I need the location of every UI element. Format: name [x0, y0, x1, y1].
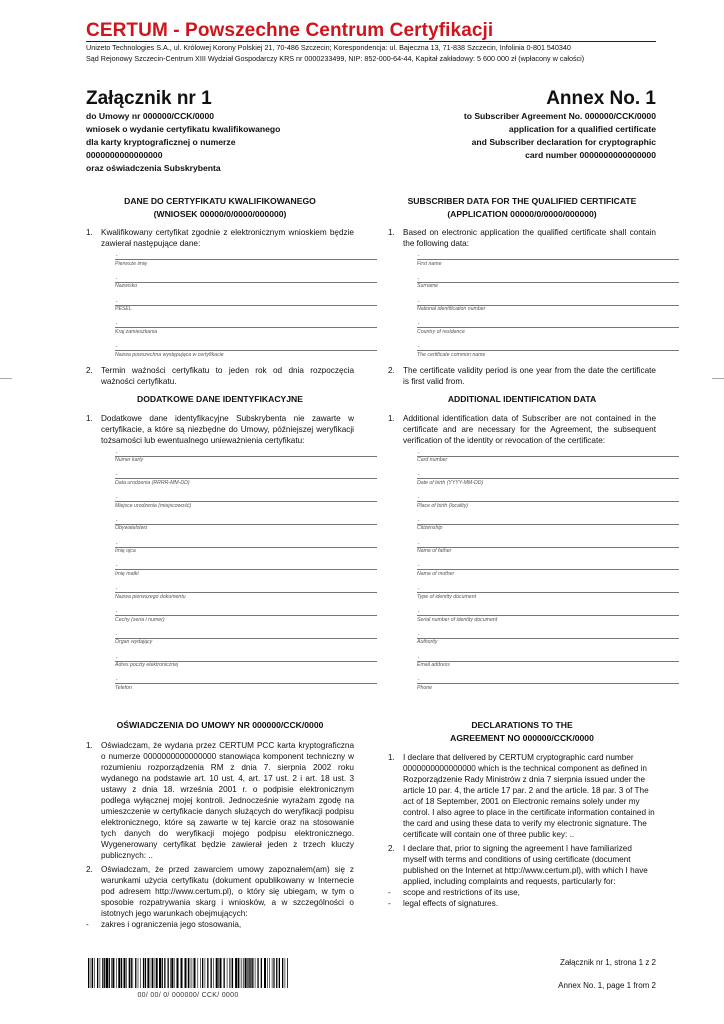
barcode-bar — [111, 958, 112, 988]
section-certificate-data-en — [388, 195, 656, 387]
barcode-bar — [194, 958, 196, 988]
barcode-bar — [261, 958, 262, 988]
barcode-bar — [154, 958, 155, 988]
field-line — [115, 524, 377, 525]
field-label: Serial number of identity document — [417, 616, 498, 623]
item-text: Based on electronic application the qualified certificate shall contain the following data: — [403, 228, 656, 248]
field-label: Pierwsze imię — [115, 260, 147, 267]
field-line — [115, 456, 377, 457]
list-item — [86, 413, 354, 446]
barcode-bar — [248, 958, 249, 988]
item-number: 2. — [388, 844, 395, 853]
field-line — [115, 305, 377, 306]
barcode-bar — [264, 958, 266, 988]
field-label: Type of identity document — [417, 593, 477, 600]
subtitle-pl-line: dla karty kryptograficznej o numerze — [86, 137, 236, 147]
field-line — [115, 569, 377, 570]
form-field[interactable] — [115, 272, 377, 295]
form-field[interactable] — [417, 537, 679, 560]
company-line-1: Unizeto Technologies S.A., ul. Królowej Korony Polskiej 21, 70-486 Szczecin; Korespondencja: ul. Bajeczna 13, 71-838 Szczecin, Infolinia 0-801 540340 — [86, 43, 571, 52]
barcode-bar — [143, 958, 144, 988]
field-label: Name of mother — [417, 570, 455, 577]
field-dot: . — [418, 676, 420, 683]
field-label: First name — [417, 260, 442, 267]
item-text: Additional identification data of Subscriber are not contained in the certificate and are necessary for the Agreement, the subsequent verification of the identity or revocation of the certificate: — [403, 413, 656, 445]
barcode-bar — [159, 958, 161, 988]
form-field[interactable] — [417, 582, 679, 605]
barcode-bar — [147, 958, 149, 988]
field-dot: . — [418, 562, 420, 569]
form-field[interactable] — [115, 249, 377, 272]
list-item — [388, 843, 656, 887]
barcode-bar — [177, 958, 179, 988]
section-heading — [86, 195, 354, 220]
section-heading — [388, 719, 656, 744]
field-line — [417, 661, 679, 662]
barcode-bar — [243, 958, 244, 988]
barcode-bar — [242, 958, 243, 988]
field-dot: . — [418, 585, 420, 592]
field-dot: . — [116, 448, 118, 455]
field-label: Nazwa pierwszego dokumentu — [115, 593, 186, 600]
subtitle-en-line: to Subscriber Agreement No. 000000/CCK/0000 — [463, 111, 656, 121]
barcode-bar — [257, 958, 258, 988]
field-dot: . — [418, 630, 420, 637]
list-item — [388, 752, 656, 840]
form-field[interactable] — [417, 514, 679, 537]
form-field[interactable] — [115, 673, 377, 696]
list-item — [388, 227, 656, 249]
field-label: Authority — [417, 639, 438, 646]
list-item — [86, 227, 354, 249]
barcode-bar — [207, 958, 208, 988]
barcode-bar — [276, 958, 277, 988]
field-line — [115, 547, 377, 548]
field-dot: . — [116, 653, 118, 660]
dash-item-text: legal effects of signatures. — [403, 899, 498, 908]
barcode-bar — [229, 958, 230, 988]
title-en: Annex No. 1 — [546, 88, 656, 109]
section-declarations-pl — [86, 719, 354, 930]
form-field[interactable] — [417, 605, 679, 628]
form-field[interactable] — [417, 317, 679, 340]
barcode-bar — [164, 958, 165, 988]
barcode-bar — [140, 958, 141, 988]
barcode-bar — [272, 958, 273, 988]
form-field[interactable] — [417, 628, 679, 651]
field-dot: . — [116, 539, 118, 546]
barcode-bar — [126, 958, 127, 988]
section-heading-line: DANE DO CERTYFIKATU KWALIFIKOWANEGO — [124, 196, 316, 206]
barcode-bar — [192, 958, 193, 988]
page-number-pl: Załącznik nr 1, strona 1 z 2 — [559, 958, 656, 967]
field-line — [417, 547, 679, 548]
section-declarations-en — [388, 719, 656, 909]
field-line — [417, 282, 679, 283]
barcode-bar — [269, 958, 270, 988]
form-field[interactable] — [417, 340, 679, 363]
barcode-bar — [88, 958, 89, 988]
form-field[interactable] — [417, 651, 679, 674]
field-line — [417, 683, 679, 684]
field-line — [115, 259, 377, 260]
barcode-bar — [124, 958, 126, 988]
barcode-bar — [200, 958, 201, 988]
field-dot: . — [116, 471, 118, 478]
item-number: 1. — [86, 413, 93, 423]
barcode-bar — [238, 958, 239, 988]
dash-item — [388, 887, 656, 898]
list-item — [388, 365, 656, 387]
field-dot: . — [116, 252, 118, 258]
field-dot: . — [116, 320, 118, 327]
barcode-bar — [218, 958, 219, 988]
barcode-bar — [106, 958, 108, 988]
field-dot: . — [418, 653, 420, 660]
item-number: 1. — [86, 228, 93, 237]
section-heading-line: (APPLICATION 00000/0/0000/000000) — [447, 208, 597, 219]
subtitle-en-line: and Subscriber declaration for cryptographic — [471, 137, 656, 147]
barcode-bar — [274, 958, 275, 988]
barcode-bar — [92, 958, 93, 988]
field-line — [417, 524, 679, 525]
form-field[interactable] — [115, 628, 377, 651]
form-field[interactable] — [417, 446, 679, 469]
form-field[interactable] — [115, 468, 377, 491]
barcode-bar — [171, 958, 173, 988]
barcode-bar — [129, 958, 130, 988]
field-label: Numer karty — [115, 457, 144, 463]
form-fields — [115, 446, 377, 697]
field-dot: . — [116, 608, 118, 615]
barcode-bar — [135, 958, 136, 988]
field-dot: . — [418, 297, 420, 304]
barcode-bar — [220, 958, 222, 988]
field-dot: . — [418, 471, 420, 478]
company-line-2: Sąd Rejonowy Szczecin-Centrum XIII Wydział Gospodarczy KRS nr 0000233499, NIP: 852-000-64-44, Kapitał zakładowy: 5 600 000 zł (wpłacony w całości) — [86, 54, 585, 63]
subtitle-en-line: application for a qualified certificate — [508, 124, 656, 134]
dash-bullet: - — [86, 919, 89, 929]
barcode-bar — [162, 958, 163, 988]
dash-item-text: scope and restrictions of its use, — [403, 888, 520, 897]
field-label: Email address — [417, 662, 450, 669]
field-label: PESEL — [115, 306, 132, 313]
field-dot: . — [116, 562, 118, 569]
form-field[interactable] — [417, 468, 679, 491]
item-text: I declare that delivered by CERTUM cryptographic card number 0000000000000000 which is the technical component as defined in Rozporządzenie Rady Ministrów z dnia 7 sierpnia issued under the article 10 par. 4, the article 17 par. 2 and the article. 18 par. 3 of The act of 18 September, 2001 on Electronic remains solely under my control. I also agree to place in the certificate information contained in the card and using these data to verify my electronic signature. The certificate will contain one of three public key: .. — [403, 753, 655, 839]
barcode-bar — [240, 958, 241, 988]
section-heading: DODATKOWE DANE IDENTYFIKACYJNE — [137, 394, 303, 404]
dash-item — [86, 919, 354, 930]
item-number: 1. — [86, 740, 93, 750]
barcode-bar — [104, 958, 105, 988]
section-heading-line: DECLARATIONS TO THE — [471, 720, 573, 730]
barcode-bar — [97, 958, 98, 988]
item-number: 2. — [86, 864, 93, 874]
barcode-bar — [100, 958, 101, 988]
field-dot: . — [418, 539, 420, 546]
field-dot: . — [418, 320, 420, 327]
subtitle-en — [376, 110, 656, 162]
item-text: The certificate validity period is one year from the date the certificate is first valid from. — [403, 365, 656, 386]
barcode-bar — [235, 958, 237, 988]
item-text: Oświadczam, że wydana przez CERTUM PCC karta kryptograficzna o numerze 0000000000000000 stanowiąca komponent techniczny w rozumieniu rozporządzenia RM z dnia 7. sierpnia 2002 roku wydanego na podstawie art. 10 ust. 4, art. 17 ust. 2 i art. 18 ust. 3 ustawy z dnia 18. września 2001 r. o podpisie elektronicznym podlega wyłącznej mojej kontroli. Jednocześnie wyrażam zgodę na umieszczenie w certyfikacie danych służących do weryfikacji podpisu elektronicznego, które są zawarte w tej karcie oraz na stosowanie tych danych do weryfikacji mojego podpisu elektronicznego. Wygenerowany certyfikat będzie zawierał jeden z trzech kluczy publicznych: .. — [101, 740, 354, 860]
field-label: Date of birth (YYYY-MM-DD) — [417, 479, 484, 486]
barcode-bar — [116, 958, 117, 988]
field-dot: . — [418, 516, 420, 523]
field-label: Kraj zamieszkania — [115, 328, 158, 335]
field-label: Citizenship — [417, 525, 443, 532]
form-field[interactable] — [115, 537, 377, 560]
fold-mark-left — [0, 378, 12, 379]
barcode-bar — [152, 958, 153, 988]
barcode-bar — [216, 958, 218, 988]
section-heading: OŚWIADCZENIA DO UMOWY NR 000000/CCK/0000 — [116, 720, 324, 730]
item-number: 2. — [388, 365, 395, 375]
form-fields — [115, 249, 377, 363]
item-number: 1. — [388, 753, 395, 762]
barcode-bar — [250, 958, 251, 988]
barcode-bar — [202, 958, 203, 988]
barcode-bar — [198, 958, 199, 988]
barcode-bar — [205, 958, 206, 988]
field-dot: . — [116, 585, 118, 592]
list-item — [86, 864, 354, 919]
dash-bullet: - — [388, 888, 391, 897]
title-pl: Załącznik nr 1 — [86, 88, 212, 109]
barcode-bar — [138, 958, 139, 988]
field-label: Place of birth (locality) — [417, 502, 469, 509]
field-label: Name of father — [417, 548, 452, 555]
barcode-bar — [102, 958, 103, 988]
dash-bullet: - — [388, 899, 391, 908]
form-fields — [417, 249, 679, 363]
subtitle-pl-line: 0000000000000000 — [86, 150, 163, 160]
field-dot: . — [418, 448, 420, 455]
barcode-bar — [94, 958, 95, 988]
subtitle-pl-line: do Umowy nr 000000/CCK/0000 — [86, 111, 215, 121]
subtitle-en-line: card number 0000000000000000 — [525, 150, 656, 160]
barcode-bar — [188, 958, 189, 988]
barcode-bar — [227, 958, 228, 988]
form-field[interactable] — [115, 651, 377, 674]
barcode-bar — [190, 958, 191, 988]
field-label: The certificate common name — [417, 351, 486, 358]
section-additional-data-en — [388, 393, 656, 696]
field-line — [115, 282, 377, 283]
barcode-bar — [267, 958, 268, 988]
barcode-bar — [174, 958, 175, 988]
item-text: Oświadczam, że przed zawarciem umowy zapoznałem(am) się z warunkami użycia certyfikatu (dokument opublikowany w Internecie pod adresem http://www.certum.pl), o który się ubiegam, w tym o sposobie rozpatrywania skarg i wniosków, a w szczególności o istotnych jego warunkach obejmujących: — [101, 864, 354, 918]
subtitle-pl-line: wniosek o wydanie certyfikatu kwalifikowanego — [86, 124, 281, 134]
barcode-bar — [231, 958, 232, 988]
barcode-bar — [151, 958, 152, 988]
barcode-bar — [170, 958, 171, 988]
barcode-bar — [247, 958, 248, 988]
dash-item-text: zakres i ograniczenia jego stosowania, — [101, 919, 242, 929]
barcode-bar — [112, 958, 114, 988]
item-text: Kwalifikowany certyfikat zgodnie z elektronicznym wnioskiem będzie zawierał następujące dane: — [101, 228, 354, 248]
form-field[interactable] — [115, 446, 377, 469]
field-label: Nazwisko — [115, 283, 138, 290]
field-line — [417, 569, 679, 570]
barcode-bar — [282, 958, 283, 988]
field-label: Country of residence — [417, 328, 465, 335]
subtitle-pl-line: oraz oświadczenia Subskrybenta — [86, 163, 221, 173]
field-label: Phone — [417, 684, 433, 691]
barcode — [88, 958, 288, 988]
field-label: Obywatelstwo — [115, 525, 148, 532]
section-certificate-data-pl — [86, 195, 354, 387]
form-field[interactable] — [417, 272, 679, 295]
form-field[interactable] — [417, 673, 679, 696]
list-item — [86, 365, 354, 387]
item-number: 2. — [86, 365, 93, 375]
form-field[interactable] — [115, 582, 377, 605]
barcode-bar — [131, 958, 132, 988]
field-dot: . — [418, 252, 420, 258]
subtitle-pl — [86, 110, 346, 175]
form-field[interactable] — [417, 559, 679, 582]
field-line — [417, 456, 679, 457]
barcode-bar — [279, 958, 280, 988]
item-number: 1. — [388, 413, 395, 423]
section-heading-line: (WNIOSEK 00000/0/0000/000000) — [153, 208, 287, 219]
barcode-bar — [133, 958, 134, 988]
field-dot: . — [116, 630, 118, 637]
barcode-bar — [156, 958, 158, 988]
section-heading-line: SUBSCRIBER DATA FOR THE QUALIFIED CERTIFICATE — [407, 196, 637, 206]
field-dot: . — [116, 297, 118, 304]
barcode-bar — [109, 958, 110, 988]
fold-mark-right — [712, 378, 724, 379]
form-field[interactable] — [115, 559, 377, 582]
item-text: Termin ważności certyfikatu to jeden rok od dnia rozpoczęcia ważności certyfikatu. — [101, 365, 354, 386]
field-line — [417, 638, 679, 639]
section-additional-data-pl — [86, 393, 354, 696]
field-label: Cechy (seria i numer) — [115, 616, 165, 623]
section-heading-line: AGREEMENT NO 000000/CCK/0000 — [450, 732, 594, 743]
form-field[interactable] — [417, 295, 679, 318]
field-label: Imię matki — [115, 570, 139, 577]
field-label: Miejsce urodzenia (miejscowość) — [115, 502, 192, 509]
form-field[interactable] — [115, 340, 377, 363]
barcode-bar — [245, 958, 247, 988]
field-line — [417, 259, 679, 260]
form-fields — [417, 446, 679, 697]
field-label: Nazwa powszechna występująca w certyfikacie — [115, 351, 224, 358]
form-field[interactable] — [417, 491, 679, 514]
barcode-bar — [168, 958, 169, 988]
item-text: Dodatkowe dane identyfikacyjne Subskrybenta nie zawarte w certyfikacie, a które są niezbędne do Umowy, późniejszej weryfikacji tożsamości lub ewentualnego unieważnienia certyfikatu: — [101, 413, 354, 445]
barcode-bar — [121, 958, 122, 988]
barcode-bar — [91, 958, 92, 988]
section-heading: ADDITIONAL IDENTIFICATION DATA — [447, 394, 597, 404]
section-heading — [388, 195, 656, 220]
field-label: National identification number — [417, 306, 486, 313]
field-dot: . — [116, 676, 118, 683]
barcode-bar — [145, 958, 146, 988]
barcode-bar — [255, 958, 256, 988]
field-label: Adres poczty elektronicznej — [115, 662, 179, 669]
page-number-en: Annex No. 1, page 1 from 2 — [558, 981, 656, 990]
field-dot: . — [418, 608, 420, 615]
company-info — [86, 42, 656, 64]
form-field[interactable] — [417, 249, 679, 272]
barcode-text: 00/ 00/ 0/ 000000/ CCK/ 0000 — [137, 992, 239, 999]
list-item — [86, 740, 354, 861]
field-label: Card number — [417, 457, 448, 463]
form-field[interactable] — [115, 491, 377, 514]
field-label: Organ wydający — [115, 639, 153, 646]
dash-item — [388, 898, 656, 909]
list-item — [388, 413, 656, 446]
field-dot: . — [116, 343, 118, 350]
barcode-bar — [285, 958, 286, 988]
item-text: I declare that, prior to signing the agreement I have familiarized myself with terms and conditions of using certificate (document published on the Internet at http://www.certum.pl), with which I have applied, including complaints and requests, particularly for: — [403, 844, 648, 886]
barcode-bar — [232, 958, 233, 988]
barcode-bar — [273, 958, 274, 988]
field-label: Data urodzenia (RRRR-MM-DD) — [115, 479, 190, 486]
field-label: Surname — [417, 283, 439, 290]
barcode-bar — [185, 958, 187, 988]
barcode-bar — [224, 958, 225, 988]
field-dot: . — [418, 274, 420, 281]
barcode-bar — [213, 958, 214, 988]
field-dot: . — [116, 274, 118, 281]
field-dot: . — [418, 494, 420, 501]
form-field[interactable] — [115, 295, 377, 318]
field-dot: . — [418, 343, 420, 350]
barcode-bar — [287, 958, 288, 988]
field-label: Telefon — [115, 684, 132, 691]
field-label: Imię ojca — [115, 548, 136, 555]
brand-title: CERTUM - Powszechne Centrum Certyfikacji — [86, 20, 494, 41]
barcode-bar — [118, 958, 120, 988]
field-line — [115, 683, 377, 684]
field-dot: . — [116, 516, 118, 523]
form-field[interactable] — [115, 317, 377, 340]
barcode-bar — [181, 958, 183, 988]
item-number: 1. — [388, 228, 395, 237]
field-line — [115, 638, 377, 639]
barcode-bar — [252, 958, 253, 988]
field-dot: . — [116, 494, 118, 501]
form-field[interactable] — [115, 514, 377, 537]
barcode-bar — [211, 958, 212, 988]
form-field[interactable] — [115, 605, 377, 628]
